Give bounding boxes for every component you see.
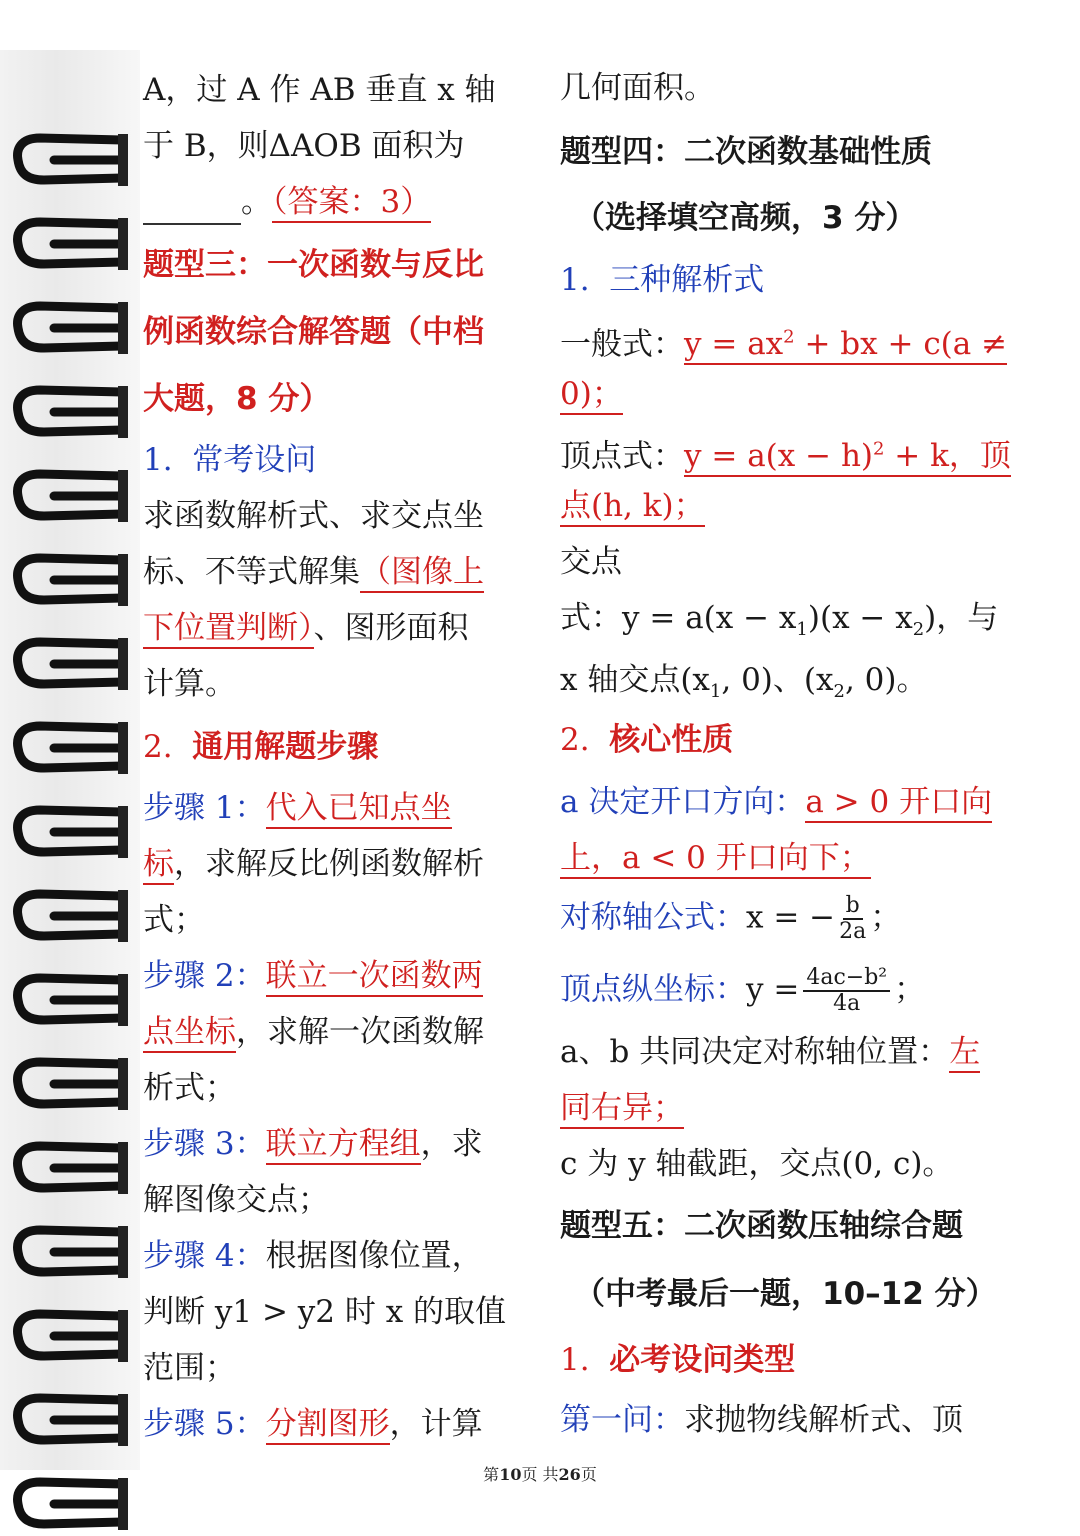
text-line: 解图像交点；: [143, 1182, 329, 1218]
step-1: 步骤 1：代入已知点坐: [143, 786, 452, 830]
text-line: 范围；: [143, 1350, 236, 1386]
text-line: 析式；: [143, 1070, 236, 1106]
spiral-ring: [10, 718, 128, 780]
spiral-ring: [10, 802, 128, 864]
text-line: 同右异；: [560, 1086, 684, 1130]
text-line: 于 B，则ΔAOB 面积为: [143, 128, 465, 164]
section-heading: 题型五：二次函数压轴综合题: [560, 1208, 963, 1244]
answer-line: 。（答案：3）: [143, 180, 431, 225]
spiral-ring: [10, 130, 128, 192]
section-heading: 大题，8 分）: [143, 381, 331, 417]
page-footer: 第10页 共26页: [483, 1465, 597, 1484]
text-line: 判断 y1 > y2 时 x 的取值: [143, 1294, 507, 1330]
text-line: 标，求解反比例函数解析: [143, 842, 484, 886]
intercept-form: 式：$y = a(x - x_1)(x - x_2)$，与: [560, 600, 999, 641]
text-line: 点坐标，求解一次函数解: [143, 1010, 484, 1054]
text-line: A，过 A 作 AB 垂直 x 轴: [143, 72, 496, 108]
spiral-ring: [10, 214, 128, 276]
spiral-binding: [0, 50, 140, 1470]
spiral-ring: [10, 634, 128, 696]
step-3: 步骤 3：联立方程组，求: [143, 1122, 483, 1166]
text-line: 计算。: [143, 666, 236, 702]
answer-text: （答案：3）: [272, 184, 431, 223]
general-form: 一般式：$y = ax^2$ + bx + c(a ≠: [560, 316, 1007, 366]
text-line: 标、不等式解集（图像上: [143, 550, 484, 594]
spiral-ring: [10, 970, 128, 1032]
spiral-ring: [10, 1138, 128, 1200]
subheading: 1. 常考设问: [143, 442, 317, 478]
step-2: 步骤 2：联立一次函数两: [143, 954, 483, 998]
subheading: 2. 通用解题步骤: [143, 729, 379, 765]
text-line: c 为 y 轴截距，交点(0, c)。: [560, 1146, 954, 1182]
text-line: 点(h, k)；: [560, 484, 705, 528]
section-heading: 例函数综合解答题（中档: [143, 314, 484, 350]
fraction: $\frac{\text{4ac−b²}}{4a}$: [803, 966, 890, 1016]
spiral-ring: [10, 466, 128, 528]
text-line: 上，a < 0 开口向下；: [560, 836, 871, 880]
text-line: 0)；: [560, 372, 623, 416]
text-line: 几何面积。: [560, 70, 715, 106]
spiral-ring: [10, 1390, 128, 1452]
text-line: a、b 共同决定对称轴位置：左: [560, 1030, 980, 1074]
spiral-ring: [10, 382, 128, 444]
subheading: 1. 三种解析式: [560, 262, 765, 298]
spiral-ring: [10, 298, 128, 360]
spiral-ring: [10, 1222, 128, 1284]
opening-direction: a 决定开口方向：a > 0 开口向: [560, 780, 992, 824]
text-line: 下位置判断）、图形面积: [143, 606, 469, 650]
spiral-ring: [10, 550, 128, 612]
text-line: x 轴交点($x_1$, 0)、($x_2$, 0)。: [560, 662, 928, 703]
text-line: 交点: [560, 544, 622, 580]
step-5: 步骤 5：分割图形，计算: [143, 1402, 483, 1446]
subheading: 2. 核心性质: [560, 722, 734, 758]
text-line: 第一问：求抛物线解析式、顶: [560, 1402, 963, 1438]
fraction: $\frac{b}{2a}$: [839, 893, 867, 944]
axis-formula: 对称轴公式：x = − $\frac{b}{2a}$ ；: [560, 893, 902, 944]
step-4: 步骤 4：根据图像位置，: [143, 1238, 483, 1274]
page-number: 10: [499, 1465, 522, 1484]
page-total: 26: [558, 1465, 581, 1484]
section-heading: （中考最后一题，10–12 分）: [574, 1276, 997, 1312]
subheading: 1. 必考设问类型: [560, 1342, 796, 1378]
text-line: 式；: [143, 902, 205, 938]
blank-underline: [143, 193, 241, 225]
section-heading: 题型三：一次函数与反比: [143, 247, 484, 283]
spiral-ring: [10, 1306, 128, 1368]
vertex-y-formula: 顶点纵坐标：y = $\frac{\text{4ac−b²}}{4a}$ ；: [560, 965, 926, 1016]
spiral-ring: [10, 1054, 128, 1116]
section-heading: 题型四：二次函数基础性质: [560, 134, 932, 170]
section-heading: （选择填空高频，3 分）: [574, 200, 917, 236]
spiral-ring: [10, 886, 128, 948]
vertex-form: 顶点式：$y = a(x - h)^2 + k$，顶: [560, 428, 1011, 478]
text-line: 求函数解析式、求交点坐: [143, 498, 484, 534]
